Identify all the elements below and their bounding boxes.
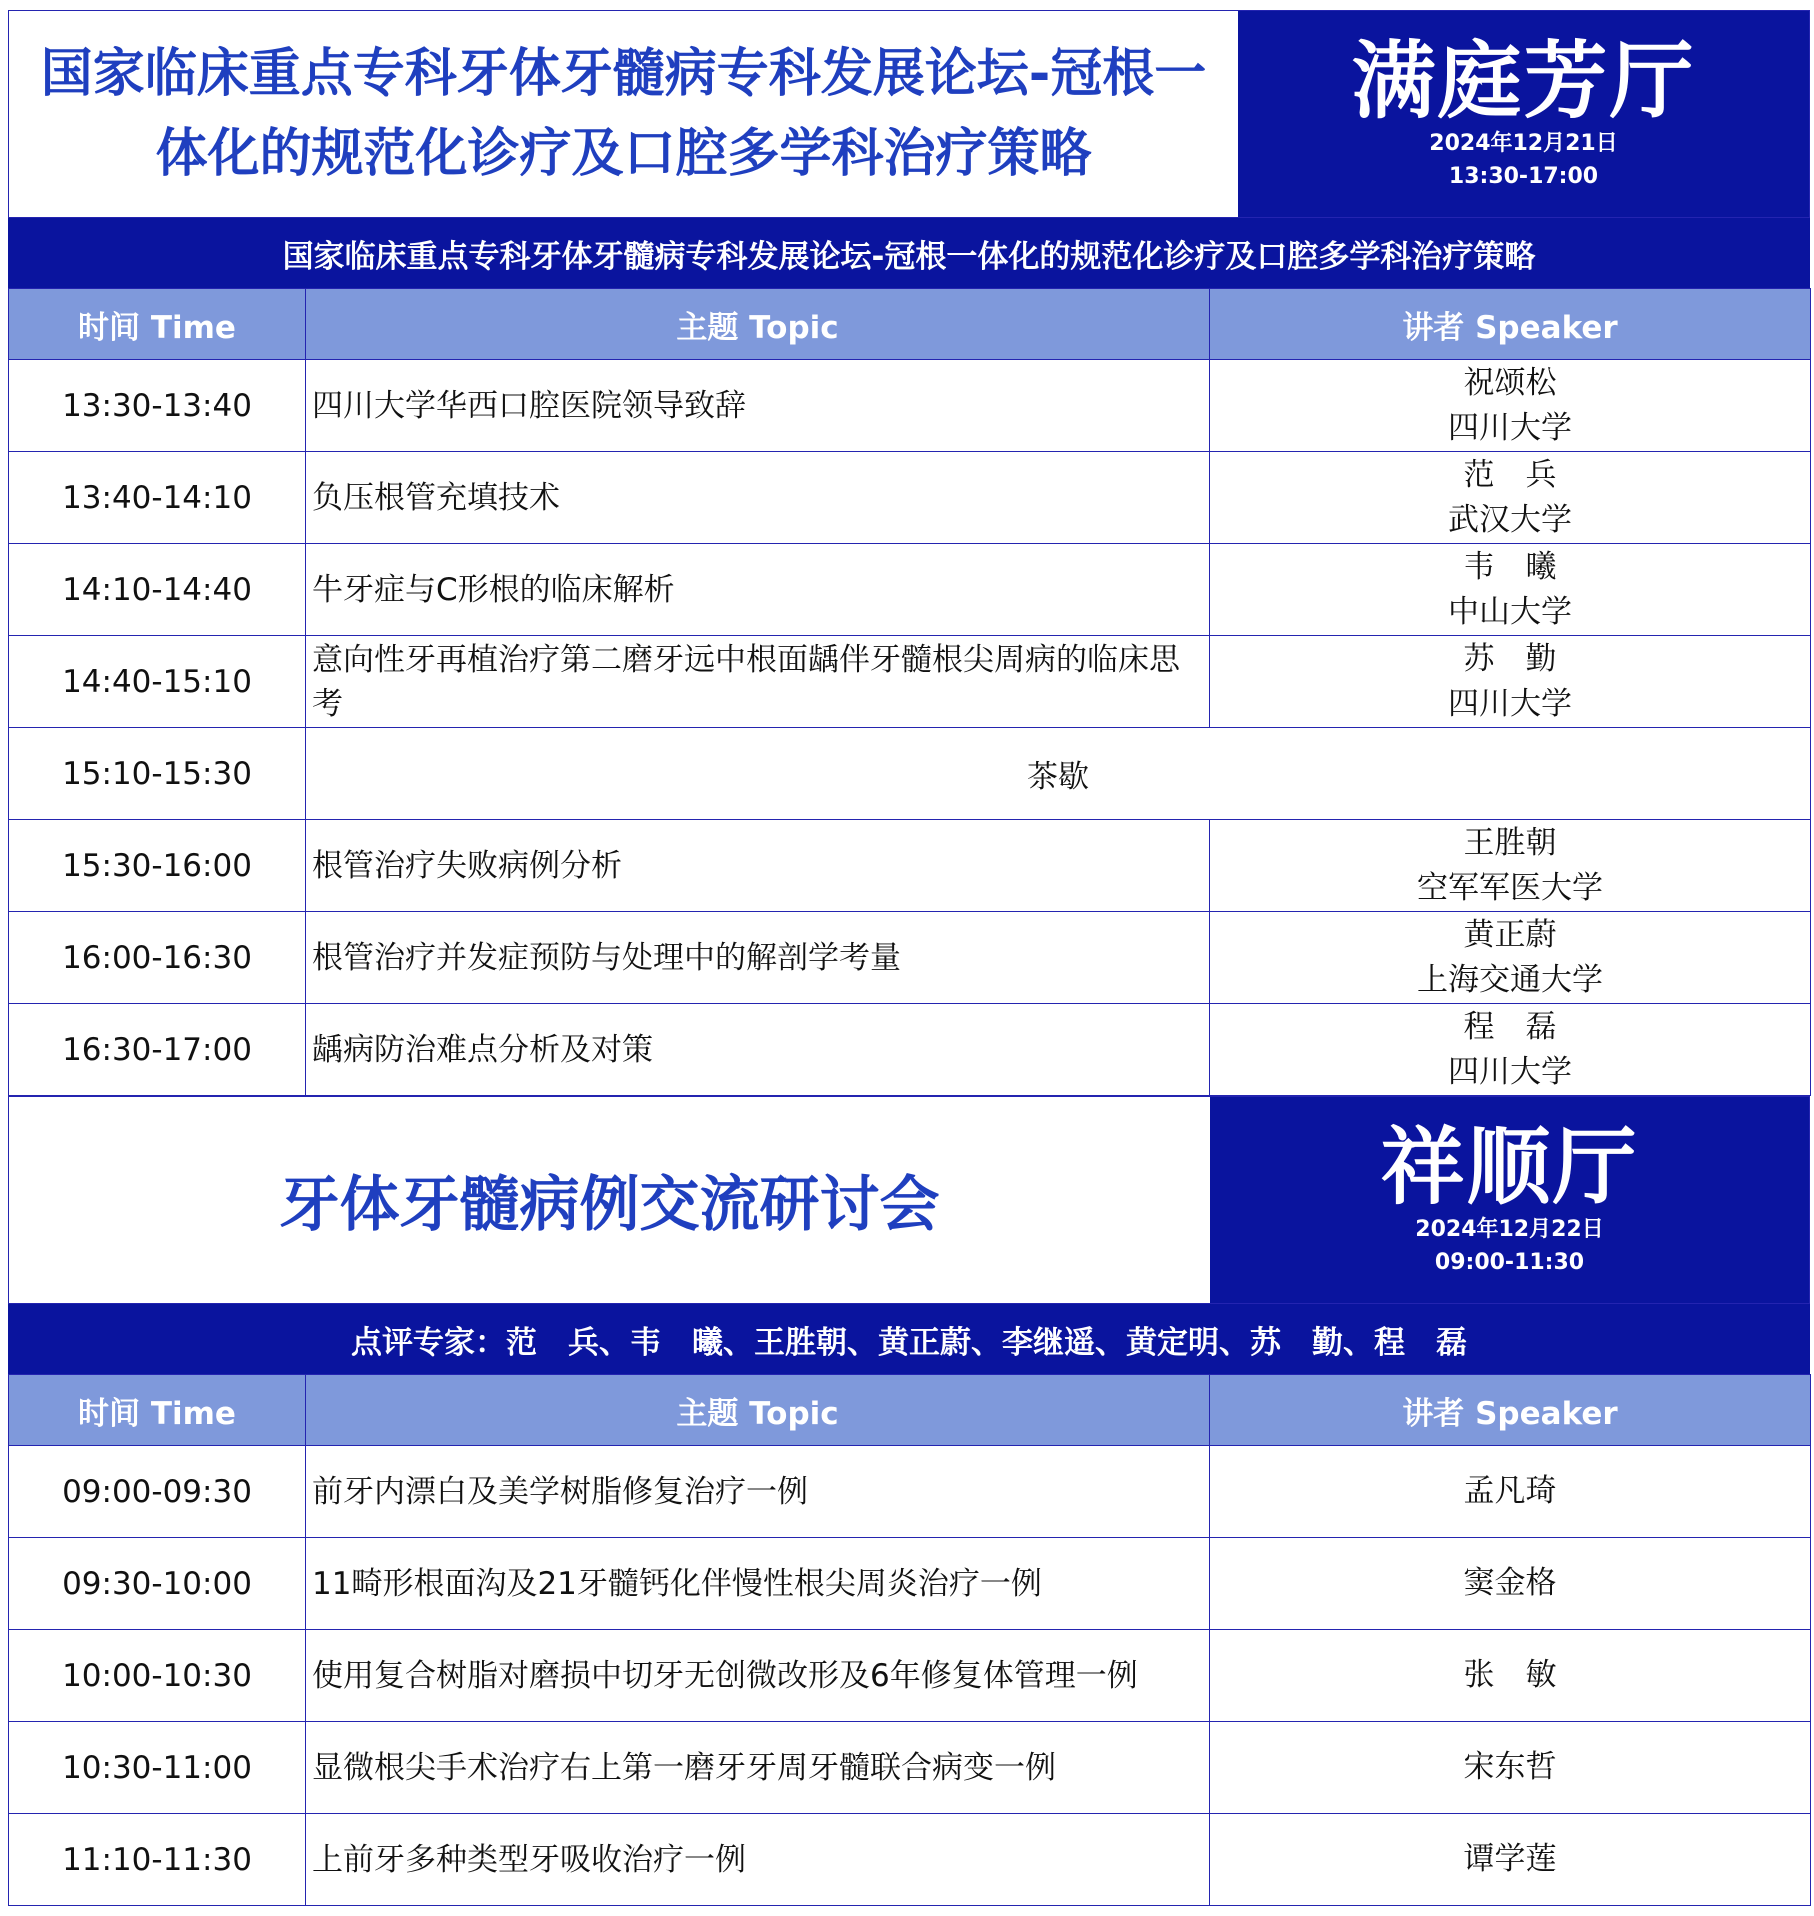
table-row	[9, 1538, 1811, 1630]
table-row	[9, 544, 1811, 636]
session2-header	[8, 1096, 1810, 1304]
session2-room-name: 祥顺厅	[1380, 1118, 1639, 1216]
topic-cell: 上前牙多种类型牙吸收治疗一例	[306, 1814, 1210, 1906]
speaker-name: 范 兵	[1463, 456, 1557, 493]
speaker-affiliation: 上海交通大学	[1417, 961, 1603, 998]
speaker-affiliation: 中山大学	[1448, 593, 1572, 630]
table-row	[9, 636, 1811, 728]
speaker-affiliation: 四川大学	[1448, 1053, 1572, 1090]
header-time: 时间 Time	[9, 1375, 306, 1446]
session1-title: 国家临床重点专科牙体牙髓病专科发展论坛-冠根一体化的规范化诊疗及口腔多学科治疗策略	[9, 11, 1238, 217]
header-topic: 主题 Topic	[306, 1375, 1210, 1446]
time-cell: 15:10-15:30	[9, 728, 306, 820]
speaker-name: 苏 勤	[1463, 640, 1557, 677]
time-cell: 16:30-17:00	[9, 1004, 306, 1096]
tea-break-cell: 茶歇	[306, 728, 1811, 820]
speaker-affiliation: 空军军医大学	[1417, 869, 1603, 906]
topic-cell: 根管治疗失败病例分析	[306, 820, 1210, 912]
topic-cell: 负压根管充填技术	[306, 452, 1210, 544]
table-row	[9, 360, 1811, 452]
table-row	[9, 1722, 1811, 1814]
topic-cell: 显微根尖手术治疗右上第一磨牙牙周牙髓联合病变一例	[306, 1722, 1210, 1814]
session1-date: 2024年12月21日	[1429, 131, 1618, 156]
session2-title: 牙体牙髓病例交流研讨会	[9, 1097, 1210, 1303]
speaker-affiliation: 武汉大学	[1448, 501, 1572, 538]
time-cell: 13:30-13:40	[9, 360, 306, 452]
speaker-name: 程 磊	[1463, 1008, 1557, 1045]
session2-time: 09:00-11:30	[1434, 1250, 1585, 1275]
table-row	[9, 912, 1811, 1004]
header-topic: 主题 Topic	[306, 289, 1210, 360]
topic-cell: 四川大学华西口腔医院领导致辞	[306, 360, 1210, 452]
session2-room-box	[1210, 1097, 1809, 1303]
topic-cell: 龋病防治难点分析及对策	[306, 1004, 1210, 1096]
speaker-cell: 谭学莲	[1210, 1814, 1811, 1906]
speaker-cell	[1210, 544, 1811, 636]
header-speaker: 讲者 Speaker	[1210, 289, 1811, 360]
program-sheet	[8, 10, 1810, 1906]
speaker-affiliation: 四川大学	[1448, 409, 1572, 446]
table-row	[9, 1446, 1811, 1538]
time-cell: 10:30-11:00	[9, 1722, 306, 1814]
speaker-name: 黄正蔚	[1463, 916, 1557, 953]
topic-cell: 使用复合树脂对磨损中切牙无创微改形及6年修复体管理一例	[306, 1630, 1210, 1722]
time-cell: 09:30-10:00	[9, 1538, 306, 1630]
session1-room-box	[1238, 11, 1809, 217]
time-cell: 09:00-09:30	[9, 1446, 306, 1538]
speaker-cell: 孟凡琦	[1210, 1446, 1811, 1538]
table-row	[9, 820, 1811, 912]
table-row	[9, 1630, 1811, 1722]
time-cell: 11:10-11:30	[9, 1814, 306, 1906]
speaker-cell	[1210, 820, 1811, 912]
time-cell: 15:30-16:00	[9, 820, 306, 912]
table-header-row	[9, 1375, 1811, 1446]
speaker-name: 王胜朝	[1463, 824, 1557, 861]
session1-schedule-table	[8, 288, 1811, 1096]
speaker-cell	[1210, 912, 1811, 1004]
time-cell: 10:00-10:30	[9, 1630, 306, 1722]
topic-cell: 牛牙症与C形根的临床解析	[306, 544, 1210, 636]
session2-date: 2024年12月22日	[1415, 1217, 1604, 1242]
header-time: 时间 Time	[9, 289, 306, 360]
session1-room-name: 满庭芳厅	[1351, 32, 1696, 130]
table-row	[9, 1814, 1811, 1906]
speaker-affiliation: 四川大学	[1448, 685, 1572, 722]
session2-banner: 点评专家：范 兵、韦 曦、王胜朝、黄正蔚、李继遥、黄定明、苏 勤、程 磊	[8, 1304, 1810, 1374]
table-row-break	[9, 728, 1811, 820]
speaker-cell: 窦金格	[1210, 1538, 1811, 1630]
session2-schedule-table	[8, 1374, 1811, 1906]
session1-time: 13:30-17:00	[1448, 164, 1599, 189]
speaker-cell	[1210, 360, 1811, 452]
session1-header	[8, 10, 1810, 218]
topic-cell: 根管治疗并发症预防与处理中的解剖学考量	[306, 912, 1210, 1004]
speaker-cell	[1210, 452, 1811, 544]
speaker-name: 韦 曦	[1463, 548, 1557, 585]
time-cell: 14:40-15:10	[9, 636, 306, 728]
time-cell: 16:00-16:30	[9, 912, 306, 1004]
time-cell: 13:40-14:10	[9, 452, 306, 544]
table-row	[9, 452, 1811, 544]
topic-cell: 11畸形根面沟及21牙髓钙化伴慢性根尖周炎治疗一例	[306, 1538, 1210, 1630]
speaker-cell	[1210, 1004, 1811, 1096]
topic-cell: 意向性牙再植治疗第二磨牙远中根面龋伴牙髓根尖周病的临床思考	[306, 636, 1210, 728]
session1-banner: 国家临床重点专科牙体牙髓病专科发展论坛-冠根一体化的规范化诊疗及口腔多学科治疗策略	[8, 218, 1810, 288]
table-header-row	[9, 289, 1811, 360]
speaker-cell: 张 敏	[1210, 1630, 1811, 1722]
header-speaker: 讲者 Speaker	[1210, 1375, 1811, 1446]
time-cell: 14:10-14:40	[9, 544, 306, 636]
speaker-cell	[1210, 636, 1811, 728]
speaker-cell: 宋东哲	[1210, 1722, 1811, 1814]
table-row	[9, 1004, 1811, 1096]
speaker-name: 祝颂松	[1463, 364, 1557, 401]
topic-cell: 前牙内漂白及美学树脂修复治疗一例	[306, 1446, 1210, 1538]
